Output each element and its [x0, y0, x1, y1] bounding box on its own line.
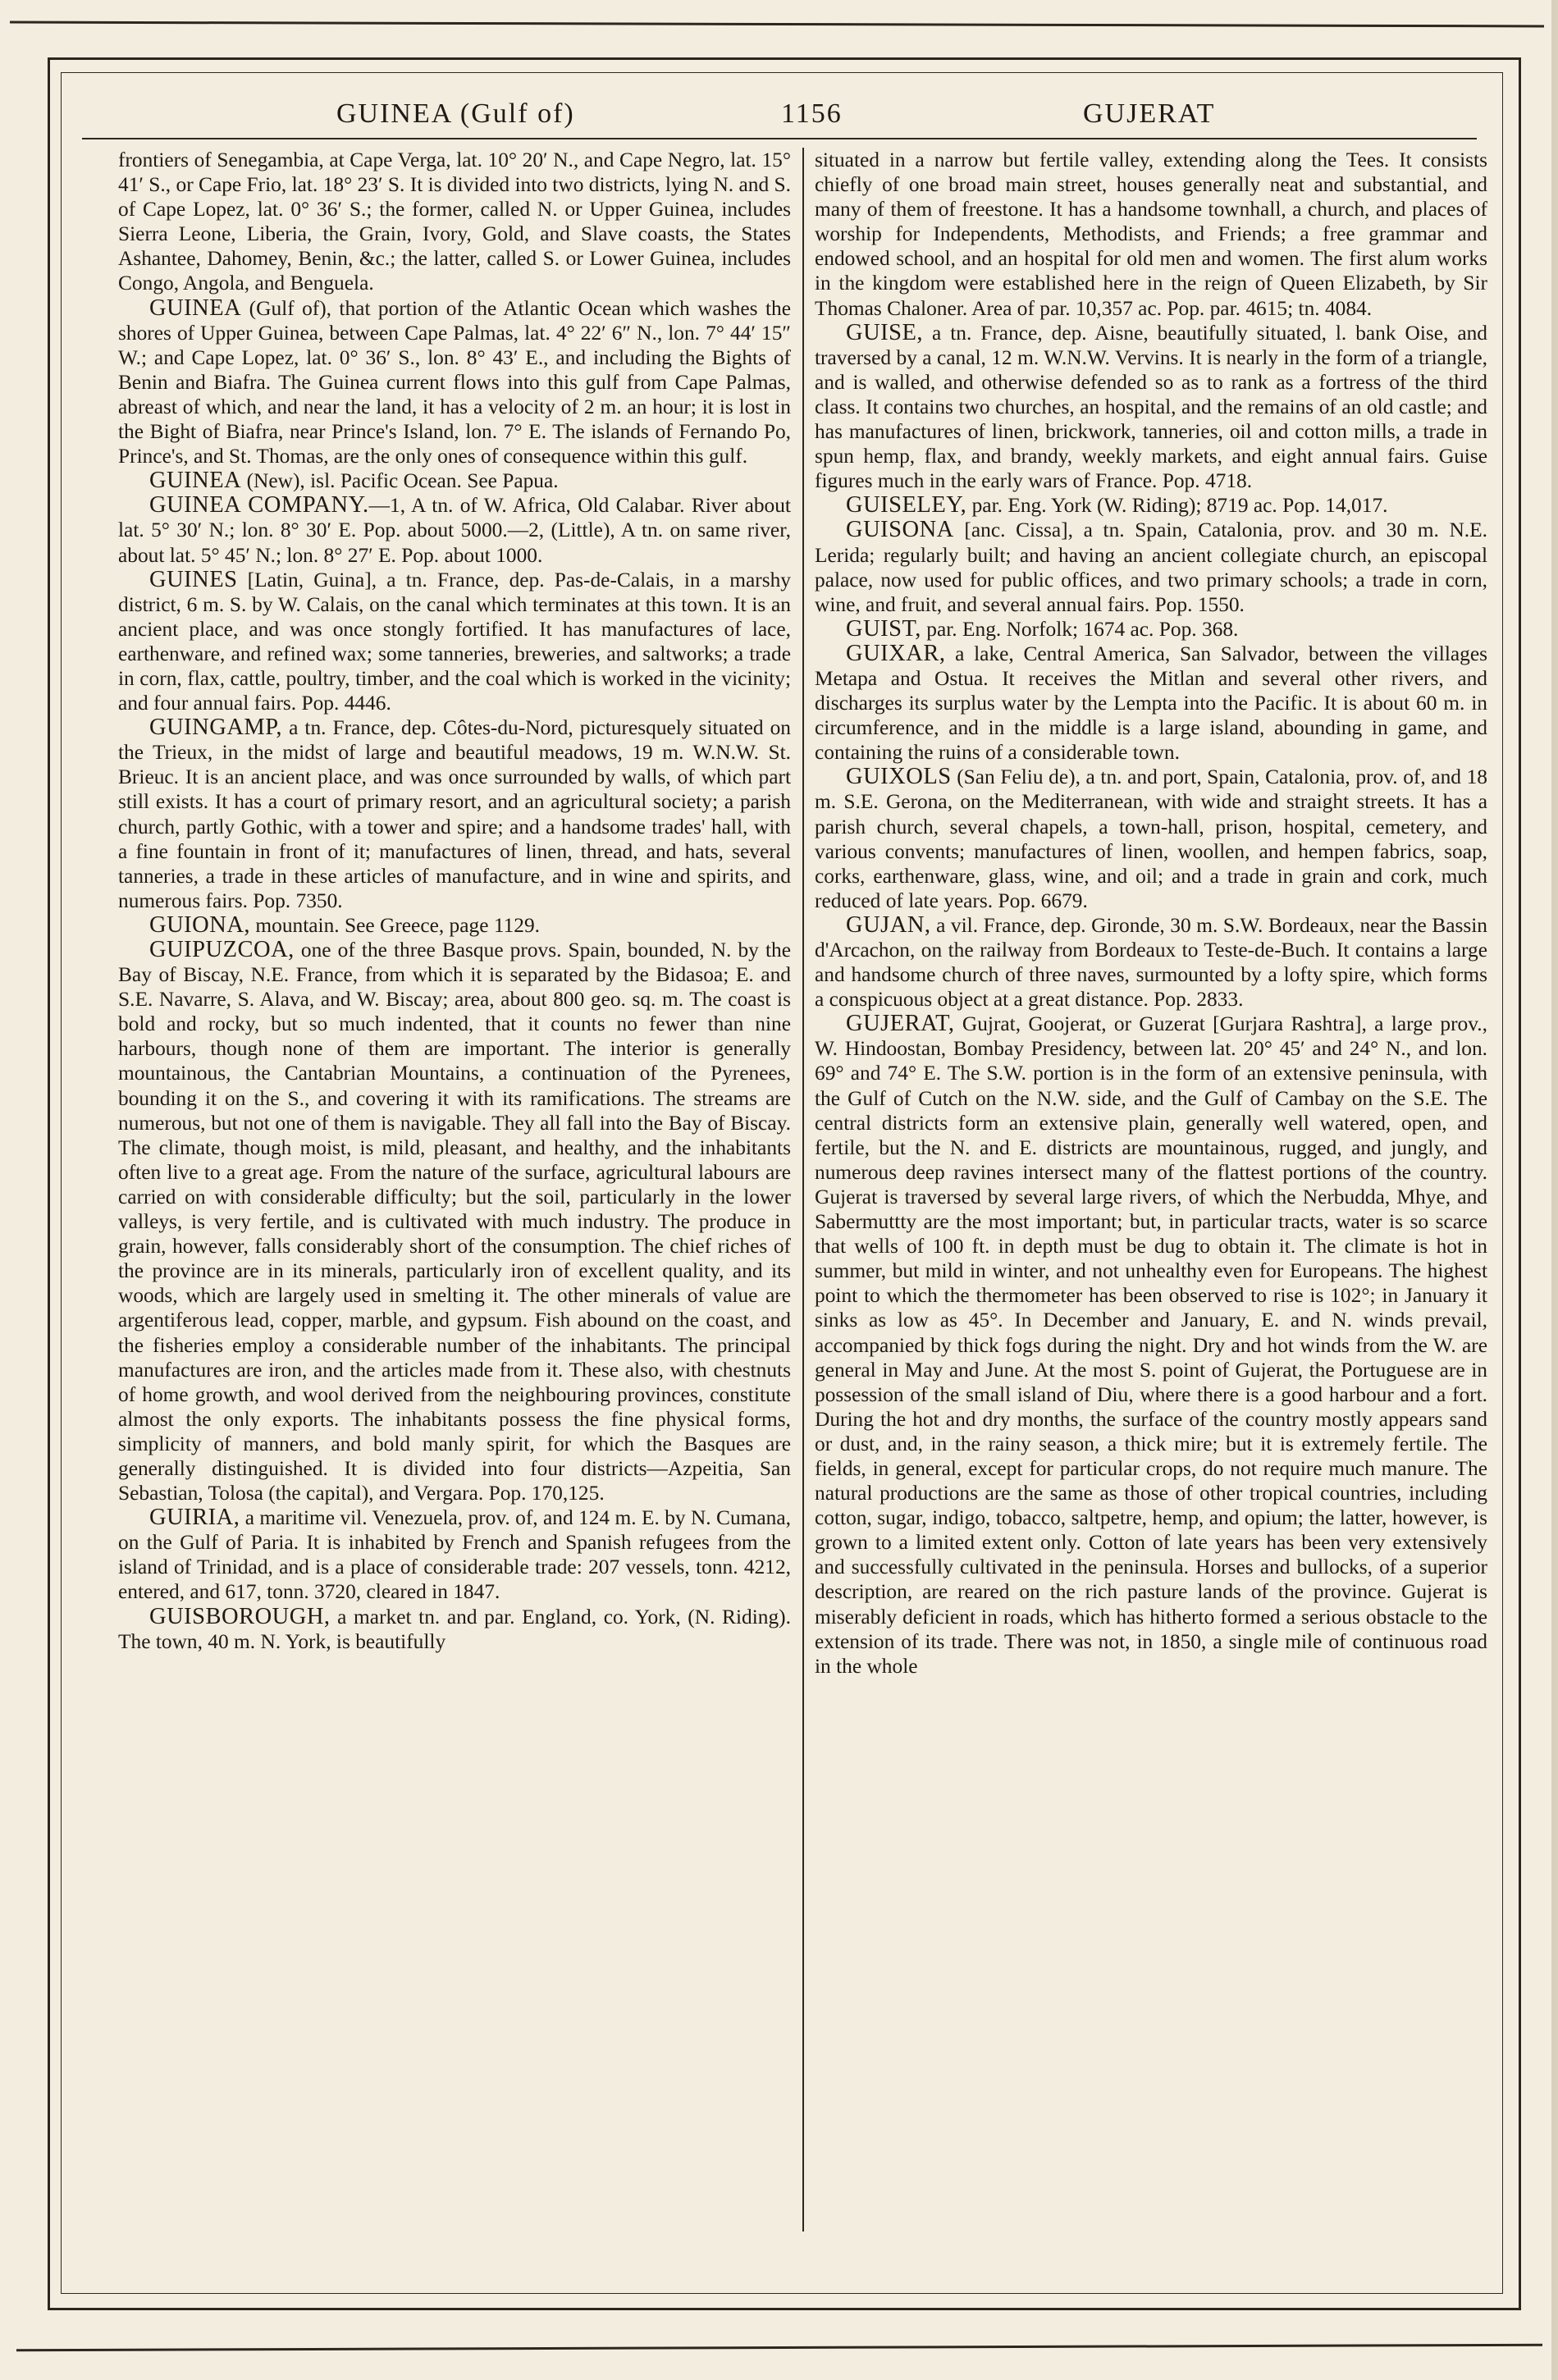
page-edge	[1551, 0, 1558, 2380]
entry	[815, 642, 1487, 765]
entry-text: (San Feliu de), a tn. and port, Spain, Catalonia, prov. of, and 18 m. S.E. Gerona, on the Mediterranean, with wide and straight streets. It has a parish church, several chapels, a town-hall, prison, hospital, cemetery, and various convents; manufactures of linen, woollen, and hempen fabrics, soap, corks, earthenware, glass, wine, and oil; and a trade in grain and cork, much reduced of late years. Pop. 6679.	[815, 765, 1487, 912]
entry-text: —1, A tn. of W. Africa, Old Calabar. River about lat. 5° 30′ N.; lon. 8° 30′ E. Pop. about 5000.—2, (Little), A tn. on same river, about lat. 5° 45′ N.; lon. 8° 27′ E. Pop. about 1000.	[118, 494, 791, 567]
entry-text: a vil. France, dep. Gironde, 30 m. S.W. Bordeaux, near the Bassin d'Arcachon, on the railway from Bordeaux to Teste-de-Buch. It contains a large and handsome church of three naves, surmounted by a lofty spire, which forms a conspicuous object at a great distance. Pop. 2833.	[815, 913, 1487, 1012]
entry-text: a maritime vil. Venezuela, prov. of, and 124 m. E. by N. Cumana, on the Gulf of Paria. It is inhabited by French and Spanish refugees from the island of Trinidad, and is a place of considerable trade: 207 vessels, tonn. 4212, entered, and 617, tonn. 3720, cleared in 1847.	[118, 1506, 791, 1604]
entry-headword: GUINGAMP,	[149, 715, 283, 741]
header-right-catchword: GUJERAT	[1083, 98, 1216, 129]
entry-headword: GUIONA,	[149, 911, 251, 938]
entry	[118, 715, 791, 913]
left-column	[118, 148, 791, 2232]
entry-text: par. Eng. Norfolk; 1674 ac. Pop. 368.	[921, 617, 1239, 641]
continuation-text: frontiers of Senegambia, at Cape Verga, lat. 10° 20′ N., and Cape Negro, lat. 15° 41′ S., or Cape Frio, lat. 18° 23′ S. It is divided into two districts, lying N. and S. of Cape Lopez, lat. 0° 36′ S.; the former, called N. or Upper Guinea, includes Sierra Leone, Liberia, the Grain, Ivory, Gold, and Slave coasts, the States Ashantee, Dahomey, Benin, &c.; the latter, called S. or Lower Guinea, includes Congo, Angola, and Benguela.	[118, 148, 791, 295]
entry-text: one of the three Basque provs. Spain, bounded, N. by the Bay of Biscay, N.E. France, from which it is separated by the Bidasoa; E. and S.E. Navarre, S. Alava, and W. Biscay; area, about 800 geo. sq. m. The coast is bold and rocky, but so much indented, that it counts no fewer than nine harbours, though none of them are important. The interior is generally mountainous, the Cantabrian Mountains, a continuation of the Pyrenees, bounding it on the S., and covering it with its ramifications. The streams are numerous, but not one of them is navigable. They all fall into the Bay of Biscay. The climate, though moist, is mild, pleasant, and healthy, and the inhabitants often live to a great age. From the nature of the surface, agricultural labours are carried on with considerable difficulty; but the soil, particularly in the lower valleys, is very fertile, and is cultivated with much industry. The produce in grain, however, falls considerably short of the consumption. The chief riches of the province are in its minerals, particularly iron of excellent quality, and its woods, which are largely used in smelting it. The other minerals of value are argentiferous lead, copper, marble, and gypsum. Fish abound on the coast, and the fisheries employ a considerable number of the inhabitants. The principal manufactures are iron, and the articles made from it. These also, with chestnuts of home growth, and wool derived from the neighbouring provinces, constitute almost the only exports. The inhabitants possess the fine physical forms, simplicity of manners, and bold manly spirit, for which the Basques are generally distinguished. It is divided into four districts—Azpeitia, San Sebastian, Tolosa (the capital), and Vergara. Pop. 170,125.	[118, 939, 791, 1505]
entry-headword: GUINEA	[149, 468, 242, 494]
entry-text: a lake, Central America, San Salvador, between the villages Metapa and Ostua. It receives the Mitlan and several other rivers, and discharges its surplus water by the Lempta into the Pacific. It is about 60 m. in circumference, and in the middle is a large island, abounding in game, and containing the ruins of a considerable town.	[815, 642, 1487, 765]
entry-text: mountain. See Greece, page 1129.	[250, 913, 541, 937]
entry	[815, 617, 1487, 642]
entry-text: a tn. France, dep. Aisne, beautifully situated, l. bank Oise, and traversed by a canal, 12 m. W.N.W. Vervins. It is nearly in the form of a triangle, and is walled, and otherwise defended so as to rank as a fortress of the third class. It contains two churches, an hospital, and the remains of an old castle; and has manufactures of linen, brickwork, tanneries, oil and cotton mills, a trade in spun hemp, flax, and brandy, weekly markets, and eight annual fairs. Guise figures much in the early wars of France. Pop. 4718.	[815, 321, 1487, 493]
entry	[118, 1505, 791, 1604]
entry-headword: GUIRIA,	[149, 1505, 240, 1531]
entry-text: (New), isl. Pacific Ocean. See Papua.	[241, 469, 559, 493]
column-divider	[802, 148, 804, 2232]
entry-text: a tn. France, dep. Côtes-du-Nord, picturesquely situated on the Trieux, in the midst of large and beautiful meadows, 19 m. W.N.W. St. Brieuc. It is an ancient place, and was once surrounded by walls, of which part still exists. It has a court of primary resort, and an agricultural society; a parish church, partly Gothic, with a tower and spire; and a handsome trades' hall, with a fine fountain in front of it; manufactures of linen, thread, and hats, several tanneries, a trade in these articles of manufacture, and in wine and spirits, and numerous fairs. Pop. 7350.	[118, 716, 791, 912]
entry-headword: GUINEA	[149, 295, 242, 321]
entry	[118, 913, 791, 938]
entry-headword: GUISE,	[846, 319, 924, 345]
entry-headword: GUIPUZCOA,	[149, 937, 295, 962]
entry	[118, 568, 791, 716]
entry-headword: GUJAN,	[846, 911, 931, 938]
entry	[815, 321, 1487, 494]
entry-text: (Gulf of), that portion of the Atlantic Ocean which washes the shores of Upper Guinea, between Cape Palmas, lat. 4° 22′ 6″ N., lon. 7° 44′ 15″ W.; and Cape Lopez, lat. 0° 36′ S., lon. 8° 43′ E., and including the Bights of Benin and Biafra. The Guinea current flows into this gulf from Cape Palmas, abreast of which, and near the land, it has a velocity of 2 m. an hour; it is lost in the Bight of Biafra, near Prince's Island, lon. 7° E. The islands of Fernando Po, Prince's, and St. Thomas, are the only ones of consequence within this gulf.	[118, 296, 791, 468]
entry-headword: GUISELEY,	[846, 492, 967, 518]
continuation-text: situated in a narrow but fertile valley, extending along the Tees. It consists chiefly of one broad main street, houses generally neat and substantial, and many of them of freestone. It has a handsome townhall, a church, and places of worship for Independents, Methodists, and Friends; a free grammar and endowed school, and an hospital for old men and women. The first alum works in the kingdom were established here in the reign of Queen Elizabeth, by Sir Thomas Chaloner. Area of par. 10,357 ac. Pop. par. 4615; tn. 4084.	[815, 148, 1487, 320]
entry	[118, 493, 791, 567]
entry-headword: GUJERAT,	[846, 1011, 955, 1037]
entry-text: Gujrat, Goojerat, or Guzerat [Gurjara Rashtra], a large prov., W. Hindoostan, Bombay Presidency, between lat. 20° 45′ and 24° N., and lon. 69° and 74° E. The S.W. portion is in the form of an extensive peninsula, with the Gulf of Cutch on the N.W. side, and the Gulf of Cambay on the S.E. The central districts form an extensive plain, generally well watered, open, and fertile, but the N. and E. districts are mountainous, rugged, and jungly, and numerous deep ravines intersect many of the flattest portions of the country. Gujerat is traversed by several large rivers, of which the Nerbudda, Mhye, and Sabermuttty are the most important; but, in particular tracts, water is so scarce that wells of 100 ft. in depth must be dug to obtain it. The climate is hot in summer, but mild in winter, and not unhealthy even for Europeans. The highest point to which the thermometer has been observed to rise is 102°; in January it sinks as low as 45°. In December and January, E. and N. winds prevail, accompanied by thick fogs during the night. Dry and hot winds from the W. are general in May and June. At the most S. point of Gujerat, the Portuguese are in possession of the small island of Diu, where there is a good harbour and a fort. During the hot and dry months, the surface of the country mostly appears sand or dust, and, in the rainy season, a thick mire; but it is extremely fertile. The fields, in general, except for particular crops, do not require much manure. The natural productions are the same as those of other tropical countries, including cotton, sugar, indigo, tobacco, saltpetre, hemp, and opium; the latter, however, is grown to a limited extent only. Cotton of late years has been very extensively and successfully cultivated in the peninsula. Horses and bullocks, of a superior description, are reared on the rich pasture lands of the province. Gujerat is miserably deficient in roads, which has hitherto formed a serious obstacle to the extension of its trade. There was not, in 1850, a single mile of continuous road in the whole	[815, 1012, 1487, 1678]
top-rule	[10, 21, 1544, 28]
entry	[118, 296, 791, 469]
entry-headword: GUISBOROUGH,	[149, 1603, 331, 1629]
entry-headword: GUINES	[149, 566, 238, 592]
entry	[815, 518, 1487, 616]
entry-headword: GUIST,	[846, 615, 921, 642]
entry	[118, 1605, 791, 1654]
entry-headword: GUIXOLS	[846, 764, 952, 790]
bottom-rule	[16, 2344, 1542, 2351]
entry-headword: GUIXAR,	[846, 640, 946, 666]
entry-headword: GUISONA	[846, 517, 954, 543]
entry	[118, 468, 791, 493]
entry	[815, 1012, 1487, 1679]
entry	[815, 913, 1487, 1012]
header-left-catchword: GUINEA (Gulf of)	[336, 98, 575, 129]
header-rule	[82, 138, 1477, 139]
entry-headword: GUINEA COMPANY.	[149, 492, 369, 518]
entry-text: par. Eng. York (W. Riding); 8719 ac. Pop. 14,017.	[966, 494, 1388, 518]
entry-text: a market tn. and par. England, co. York, (N. Riding). The town, 40 m. N. York, is beautifully	[118, 1605, 791, 1653]
entry-text: [anc. Cissa], a tn. Spain, Catalonia, prov. and 30 m. N.E. Lerida; regularly built; and having an ancient collegiate church, an episcopal palace, now used for public offices, and two primary schools; a trade in corn, wine, and fruit, and several annual fairs. Pop. 1550.	[815, 518, 1487, 616]
entry	[815, 493, 1487, 518]
entry	[815, 765, 1487, 913]
entry	[118, 938, 791, 1505]
right-column	[815, 148, 1487, 2232]
entry-text: [Latin, Guina], a tn. France, dep. Pas-de-Calais, in a marshy district, 6 m. S. by W. Calais, on the canal which terminates at this town. It is an ancient place, and was once stongly fortified. It has manufactures of lace, earthenware, and refined wax; some tanneries, breweries, and saltworks; a trade in corn, flax, cattle, poultry, timber, and the coal which is worked in the vicinity; and four annual fairs. Pop. 4446.	[118, 568, 791, 715]
running-header	[82, 90, 1477, 139]
page-number: 1156	[781, 98, 843, 129]
